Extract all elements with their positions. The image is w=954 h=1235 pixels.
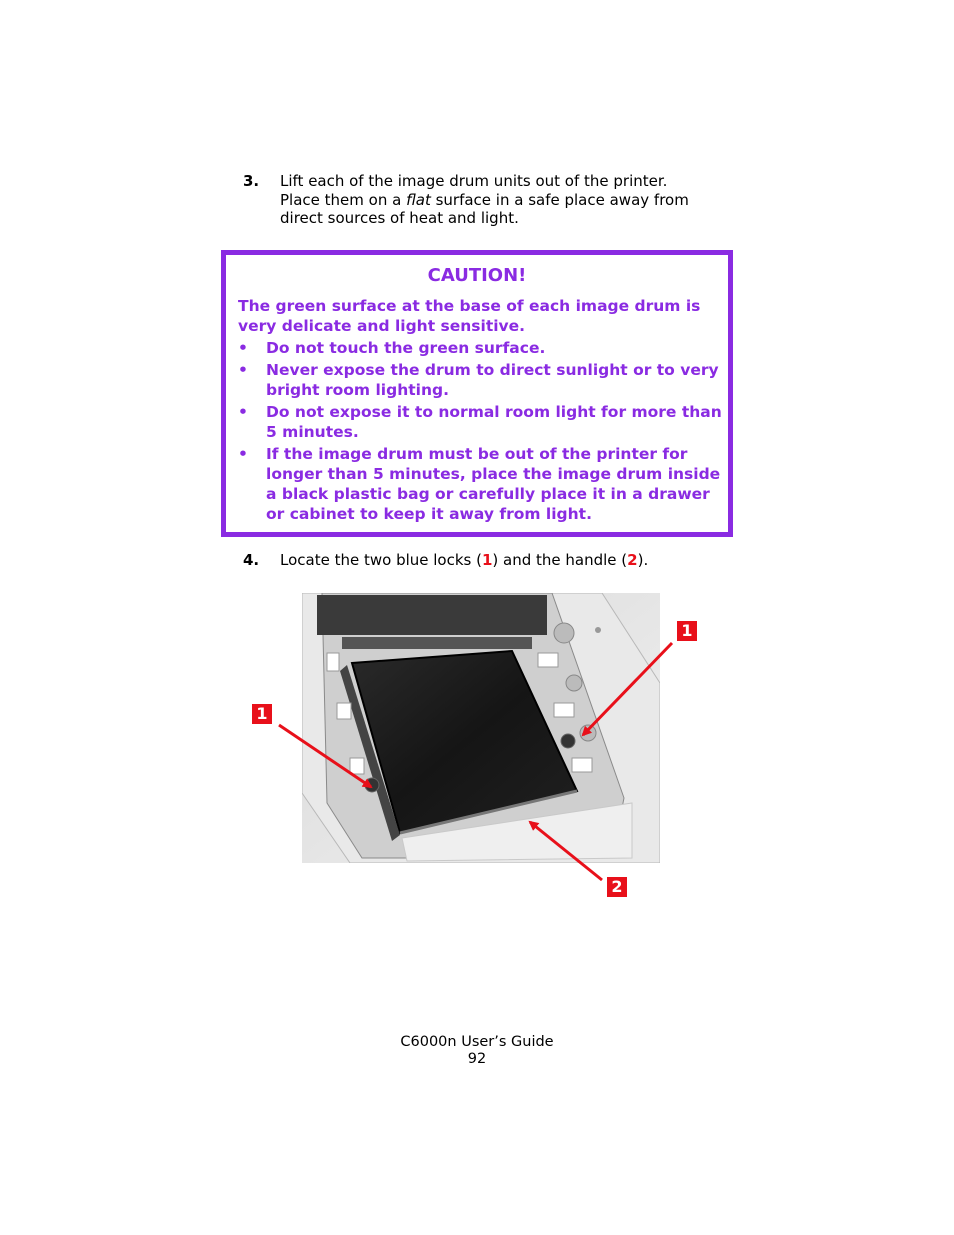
text-run: Place them on a: [280, 190, 407, 209]
callout-1-left: 1: [252, 704, 272, 724]
step-text: [280, 551, 648, 570]
caution-item-text: Do not touch the green surface.: [266, 339, 546, 357]
caution-item: [238, 338, 728, 358]
text-run: ) and the handle (: [492, 551, 628, 569]
bullet-icon: •: [238, 361, 248, 379]
step-number: 3.: [243, 172, 260, 190]
printer-drum-illustration: [302, 593, 660, 863]
footer-title: C6000n User’s Guide: [400, 1034, 554, 1050]
caution-item: [238, 360, 728, 400]
step-line: Lift each of the image drum units out of the printer.: [280, 172, 668, 190]
bullet-icon: •: [238, 339, 248, 357]
text-run: ).: [637, 551, 649, 569]
caution-item-text: If the image drum must be out of the printer for longer than 5 minutes, place the image drum inside a black plastic bag or carefully place it in a drawer or cabinet to keep it away from light.: [266, 445, 721, 523]
caution-item: [238, 444, 728, 524]
step-line: [280, 191, 689, 210]
callout-1-right: 1: [677, 621, 697, 641]
text-run: Locate the two blue locks (: [280, 551, 482, 569]
caution-item: [238, 402, 728, 442]
step-line: direct sources of heat and light.: [280, 209, 519, 227]
text-run: surface in a safe place away from: [430, 190, 689, 209]
callout-2-bottom: 2: [607, 877, 627, 897]
bullet-icon: •: [238, 403, 248, 421]
bullet-icon: •: [238, 445, 248, 463]
step-text: [280, 172, 689, 228]
caution-title: CAUTION!: [427, 265, 527, 286]
callout-ref: 1: [481, 551, 493, 569]
caution-box: [221, 250, 733, 537]
emphasis-text: flat: [406, 190, 431, 209]
page-number: 92: [467, 1051, 487, 1067]
caution-intro: The green surface at the base of each image drum is very delicate and light sensitive.: [238, 297, 701, 335]
callout-ref: 2: [627, 551, 638, 569]
caution-list: [238, 338, 728, 526]
caution-item-text: Never expose the drum to direct sunlight or to very bright room lighting.: [266, 361, 719, 399]
printer-photo: [302, 593, 660, 863]
caution-item-text: Do not expose it to normal room light for more than 5 minutes.: [266, 403, 722, 441]
step-number: 4.: [243, 551, 260, 569]
